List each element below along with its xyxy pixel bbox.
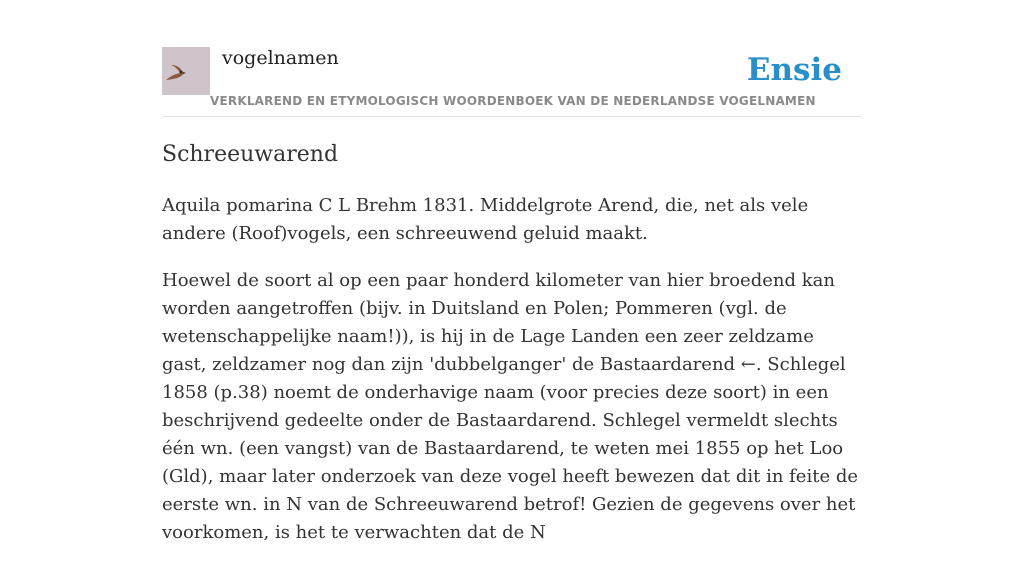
ensie-logo[interactable]: Ensie xyxy=(746,52,842,88)
site-avatar[interactable] xyxy=(162,47,210,95)
entry-title: Schreeuwarend xyxy=(162,142,339,167)
bird-icon xyxy=(162,47,210,95)
site-name[interactable]: vogelnamen xyxy=(222,47,339,69)
entry-paragraph: Aquila pomarina C L Brehm 1831. Middelgrote Arend, die, net als vele andere (Roof)vogels, een schreeuwend geluid maakt. xyxy=(162,195,809,244)
entry-content xyxy=(162,192,862,566)
entry-paragraph: Hoewel de soort al op een paar honderd kilometer van hier broedend kan worden aangetroffen (bijv. in Duitsland en Polen; Pommeren (vgl. de wetenschappelijke naam!)), is hij in de Lage Landen een zeer zeldzame gast, zeldzamer nog dan zijn 'dubbelganger' de Bastaardarend ←. Schlegel 1858 (p.38) noemt de onderhavige naam (voor precies deze soort) in een beschrijvend gedeelte onder de Bastaardarend. Schlegel vermeldt slechts één wn. (een vangst) van de Bastaardarend, te weten mei 1855 op het Loo (Gld), maar later onderzoek van deze vogel heeft bewezen dat dit in feite de eerste wn. in N van de Schreeuwarend betrof! Gezien de gegevens over het voorkomen, is het te verwachten dat de N xyxy=(162,270,858,543)
site-tagline: VERKLAREND EN ETYMOLOGISCH WOORDENBOEK VAN DE NEDERLANDSE VOGELNAMEN xyxy=(210,94,816,108)
site-header xyxy=(162,46,862,117)
